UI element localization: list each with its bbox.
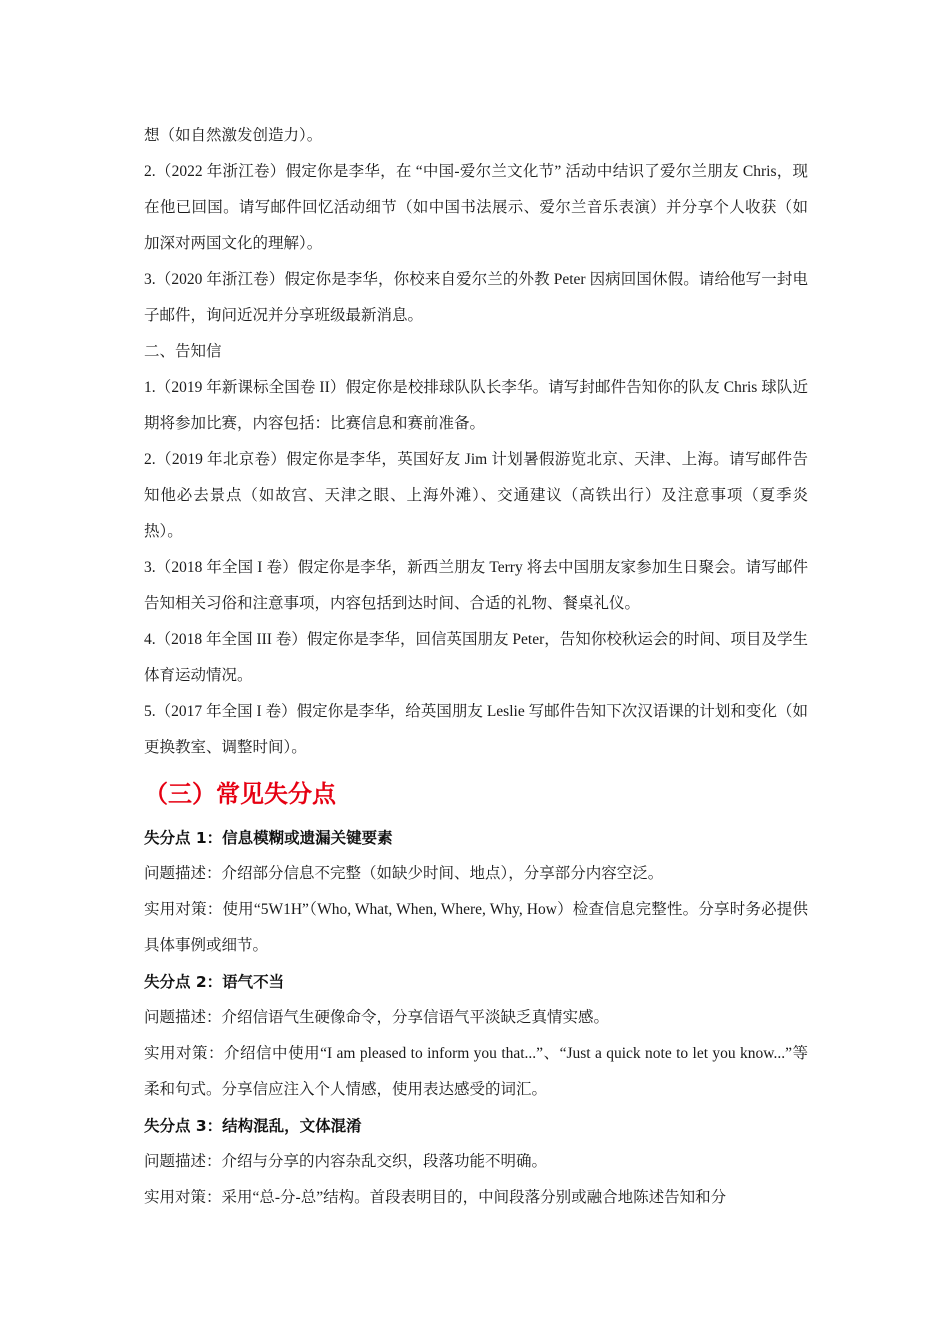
section-title-notice: 二、告知信 bbox=[144, 343, 222, 360]
mistake-2-solution: 实用对策：介绍信中使用“I am pleased to inform you that...”、“Just a quick note to let you know...”等柔和句式。分享信应注入个人情感，使用表达感受的词汇。 bbox=[144, 1045, 808, 1098]
document-page bbox=[144, 118, 808, 1216]
mistake-3-solution: 实用对策：采用“总-分-总”结构。首段表明目的，中间段落分别或融合地陈述告知和分 bbox=[144, 1189, 727, 1206]
mistake-1-title: 失分点 1：信息模糊或遗漏关键要素 bbox=[144, 829, 393, 847]
notice-item-4: 4.（2018 年全国 III 卷）假定你是李华，回信英国朋友 Peter，告知你校秋运会的时间、项目及学生体育运动情况。 bbox=[144, 631, 808, 684]
notice-item-3: 3.（2018 年全国 I 卷）假定你是李华，新西兰朋友 Terry 将去中国朋友家参加生日聚会。请写邮件告知相关习俗和注意事项，内容包括到达时间、合适的礼物、餐桌礼仪。 bbox=[144, 559, 808, 612]
notice-item-5: 5.（2017 年全国 I 卷）假定你是李华，给英国朋友 Leslie 写邮件告知下次汉语课的计划和变化（如更换教室、调整时间）。 bbox=[144, 703, 808, 756]
mistake-3-title: 失分点 3：结构混乱，文体混淆 bbox=[144, 1117, 362, 1135]
notice-item-2: 2.（2019 年北京卷）假定你是李华，英国好友 Jim 计划暑假游览北京、天津、上海。请写邮件告知他必去景点（如故宫、天津之眼、上海外滩）、交通建议（高铁出行）及注意事项（夏季炎热）。 bbox=[144, 451, 808, 540]
section-heading-common-mistakes: （三）常见失分点 bbox=[144, 780, 336, 808]
paragraph-continuation: 想（如自然激发创造力）。 bbox=[144, 127, 323, 144]
mistake-1-problem: 问题描述：介绍部分信息不完整（如缺少时间、地点），分享部分内容空泛。 bbox=[144, 865, 664, 882]
mistake-2-title: 失分点 2：语气不当 bbox=[144, 973, 285, 991]
prompt-2020-zhejiang: 3.（2020 年浙江卷）假定你是李华，你校来自爱尔兰的外教 Peter 因病回国休假。请给他写一封电子邮件，询问近况并分享班级最新消息。 bbox=[144, 271, 808, 324]
prompt-2022-zhejiang: 2.（2022 年浙江卷）假定你是李华，在 “中国-爱尔兰文化节” 活动中结识了爱尔兰朋友 Chris，现在他已回国。请写邮件回忆活动细节（如中国书法展示、爱尔兰音乐表演）并分享个人收获（如加深对两国文化的理解）。 bbox=[144, 163, 808, 252]
mistake-3-problem: 问题描述：介绍与分享的内容杂乱交织，段落功能不明确。 bbox=[144, 1153, 548, 1170]
mistake-2-problem: 问题描述：介绍信语气生硬像命令，分享信语气平淡缺乏真情实感。 bbox=[144, 1009, 610, 1026]
notice-item-1: 1.（2019 年新课标全国卷 II）假定你是校排球队队长李华。请写封邮件告知你的队友 Chris 球队近期将参加比赛，内容包括：比赛信息和赛前准备。 bbox=[144, 379, 808, 432]
mistake-1-solution: 实用对策：使用“5W1H”（Who, What, When, Where, Why, How）检查信息完整性。分享时务必提供具体事例或细节。 bbox=[144, 901, 808, 954]
